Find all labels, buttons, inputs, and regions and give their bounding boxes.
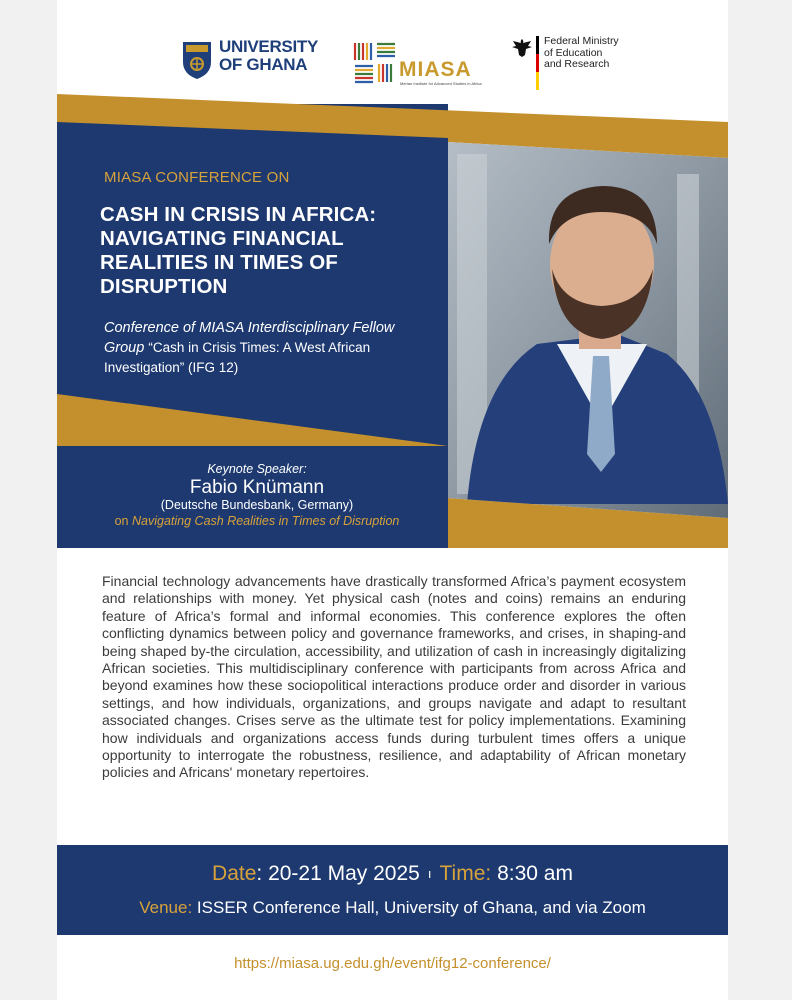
poster [57,0,728,1000]
venue-value: ISSER Conference Hall, University of Ghana, and via Zoom [196,898,646,917]
venue-label: Venue: [139,898,193,917]
time-label: Time: [439,862,492,885]
conference-title: CASH IN CRISIS IN AFRICA: NAVIGATING FINANCIAL REALITIES IN TIMES OF DISRUPTION [100,203,377,298]
ug-line-2: OF GHANA [219,55,308,74]
bmbf-wordmark [544,36,619,71]
bmbf-line-2: of Education [544,46,603,59]
ug-wordmark [219,38,318,74]
description-paragraph: Financial technology advancements have drastically transformed Africa’s payment ecosystem and relationships with money. Yet physical cash (notes and coins) remains an enduring feature of Africa’s formal and informal economies. This conference explores the often conflicting dynamics between policy and governance frameworks, and crises, in shaping-and being shaped by-the circulation, accessibility, and utilization of cash in increasingly digitalizing African societies. This multidisciplinary conference with participants from across Africa and beyond examines how these sociopolitical interactions produce order and disorder in various settings, and how individuals, organizations, and groups navigate and adapt to resultant associated changes. Crises serve as the ultimate test for policy implementations. Examining how individuals and organizations access funds during turbulent times offers a unique opportunity to interrogate the robustness, resilience, and adaptability of African monetary policies and Africans' monetary repertoires. [102,573,686,781]
keynote-topic-prefix: on [114,514,129,528]
event-details-band [57,845,728,935]
miasa-pattern-icon [353,40,397,84]
event-url-link[interactable]: https://miasa.ug.edu.gh/event/ifg12-conference/ [234,955,551,972]
time-value: 8:30 am [497,862,573,885]
conference-subtitle [104,319,404,378]
university-of-ghana-logo [181,38,331,84]
speaker-name: Fabio Knümann [189,477,325,498]
ug-crest-icon [181,40,213,80]
speaker-affiliation: (Deutsche Bundesbank, Germany) [160,498,354,512]
keynote-topic-title: Navigating Cash Realities in Times of Disruption [132,514,400,528]
german-flag-stripe [536,36,539,90]
subtitle-group-name: “Cash in Crisis Times: A West African Investigation” (IFG 12) [104,340,371,375]
bmbf-line-1: Federal Ministry [544,35,619,47]
miasa-wordmark: MIASA [399,58,472,81]
keynote-label: Keynote Speaker: [207,462,307,476]
keynote-topic [112,513,402,529]
miasa-logo [353,40,503,88]
eagle-icon [511,38,533,58]
miasa-subline: Merian Institute for Advanced Studies in Africa [400,81,482,86]
ug-line-1: UNIVERSITY [219,37,319,56]
date-label: Date [212,862,257,885]
conference-pretitle: MIASA CONFERENCE ON [104,169,290,186]
separator: ı [427,866,432,881]
venue-line [57,898,728,918]
subtitle-italic: Conference of MIASA Interdisciplinary Fellow Group [104,320,395,356]
date-time-line: Date: 20-21 May 2025 ı Time: 8:30 am [212,862,573,885]
bmbf-line-3: and Research [544,58,610,70]
keynote-block [112,462,402,529]
bmbf-logo [511,36,641,92]
date-value: 20-21 May 2025 [268,862,420,885]
